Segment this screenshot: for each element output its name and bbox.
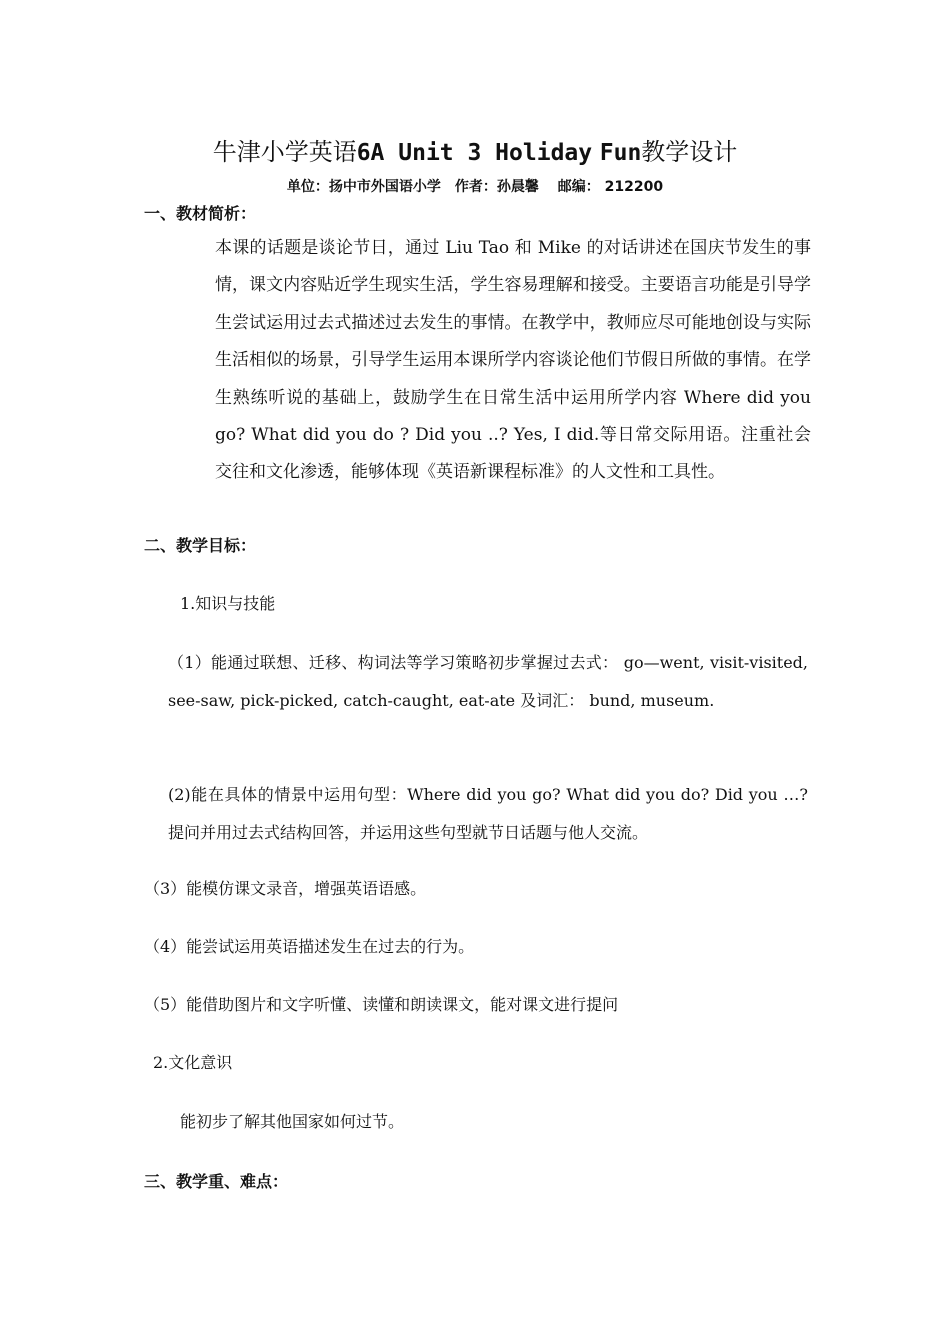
title-unit-part: 6A Unit 3 Holiday bbox=[356, 140, 593, 166]
author-info: 单位：扬中市外国语小学 作者：孙晨馨 邮编： 212200 bbox=[286, 179, 664, 195]
section-1-text: 本课的话题是谈论节日，通过 Liu Tao 和 Mike 的对话讲述在国庆节发生的事情，课文内容贴近学生现实生活，学生容易理解和接受。主要语言功能是引导学生尝试运用过去式描述过去发生的事情。在教学中，教师应尽可能地创设与实际生活相似的场景，引导学生运用本课所学内容谈论他们节假日所做的事情。在学生熟练听说的基础上，鼓励学生在日常生活中运用所学内容 Where did you go? What did you do ? Did you ..? Yes, I did.等日常交际用语。注重社会交往和文化渗透，能够体现《英语新课程标准》的人文性和工具性。 bbox=[215, 238, 811, 483]
objective-item-2 bbox=[144, 776, 825, 852]
document-title bbox=[0, 136, 950, 169]
section-2-heading: 二、教学目标： bbox=[144, 536, 257, 555]
objective-item-1 bbox=[144, 644, 808, 720]
title-chinese-part-1: 牛津小学英语 bbox=[212, 138, 357, 166]
section-1-heading: 一、教材简析： bbox=[144, 204, 257, 223]
objective-item-2-text: (2)能在具体的情景中运用句型：Where did you go? What did you do? Did you …? 提问并用过去式结构回答，并运用这些句型就节日话题与他人交流。 bbox=[168, 785, 825, 842]
objective-item-1-text: （1）能通过联想、迁移、构词法等学习策略初步掌握过去式： go—went, visit-visited, see-saw, pick-picked, catch-caught, eat-ate 及词汇： bund, museum. bbox=[168, 653, 808, 710]
section-3-heading: 三、教学重、难点： bbox=[144, 1172, 289, 1191]
title-fun-part: Fun bbox=[599, 140, 642, 166]
subsection-knowledge-skills: 1.知识与技能 bbox=[180, 594, 276, 613]
title-chinese-part-2: 教学设计 bbox=[641, 138, 738, 166]
objective-item-5: （5）能借助图片和文字听懂、读懂和朗读课文，能对课文进行提问 bbox=[144, 995, 619, 1014]
section-1-body bbox=[181, 230, 811, 492]
objective-item-3: （3）能模仿课文录音，增强英语语感。 bbox=[144, 879, 427, 898]
cultural-awareness-text: 能初步了解其他国家如何过节。 bbox=[180, 1112, 405, 1131]
objective-item-4: （4）能尝试运用英语描述发生在过去的行为。 bbox=[144, 937, 475, 956]
subsection-cultural-awareness: 2.文化意识 bbox=[153, 1053, 233, 1072]
